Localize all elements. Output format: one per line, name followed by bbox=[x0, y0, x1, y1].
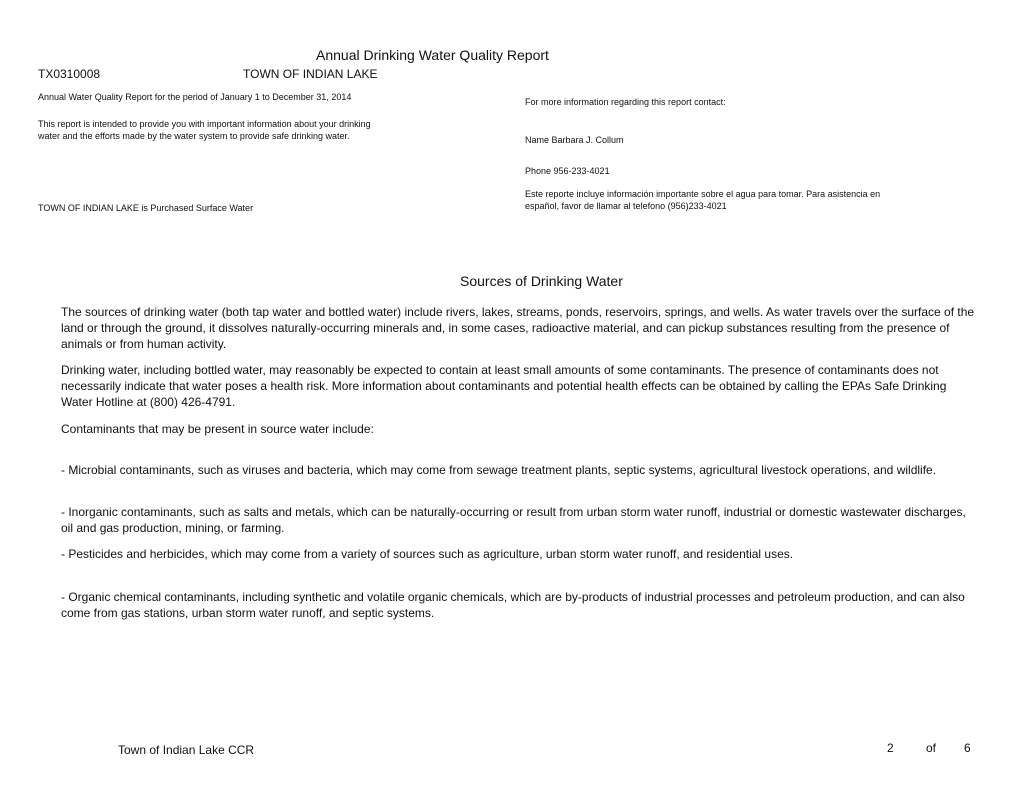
contact-heading: For more information regarding this report contact: bbox=[525, 97, 726, 107]
page-number: 2 bbox=[887, 741, 894, 755]
page-total: 6 bbox=[964, 741, 971, 755]
water-source-type: TOWN OF INDIAN LAKE is Purchased Surface Water bbox=[38, 203, 254, 213]
contaminant-item: - Organic chemical contaminants, including synthetic and volatile organic chemicals, which are by-products of industrial processes and petroleum production, and can also come from gas stations, urban storm water runoff, and septic systems. bbox=[61, 590, 965, 620]
page-of-label: of bbox=[926, 741, 937, 755]
report-period: Annual Water Quality Report for the period of January 1 to December 31, 2014 bbox=[38, 92, 352, 102]
system-id: TX0310008 bbox=[38, 67, 101, 81]
sources-paragraph-3: Contaminants that may be present in source water include: bbox=[61, 422, 374, 436]
report-intro: This report is intended to provide you with important information about your drinking water and the efforts made by the water system to provide safe drinking water. bbox=[38, 119, 371, 141]
section-title: Sources of Drinking Water bbox=[460, 273, 623, 289]
contaminant-item: - Inorganic contaminants, such as salts and metals, which can be naturally-occurring or result from urban storm water runoff, industrial or domestic wastewater discharges, oil and gas production, mining, or farming. bbox=[61, 505, 966, 535]
sources-paragraph-2: Drinking water, including bottled water, may reasonably be expected to contain at least small amounts of some contaminants. The presence of contaminants does not necessarily indicate that water poses a health risk. More information about contaminants and potential health effects can be obtained by calling the EPAs Safe Drinking Water Hotline at (800) 426-4791. bbox=[61, 363, 947, 409]
contaminant-item: - Microbial contaminants, such as viruses and bacteria, which may come from sewage treatment plants, septic systems, agricultural livestock operations, and wildlife. bbox=[61, 463, 937, 477]
system-name: TOWN OF INDIAN LAKE bbox=[243, 67, 378, 81]
contact-phone: Phone 956-233-4021 bbox=[525, 166, 610, 176]
contaminant-item: - Pesticides and herbicides, which may come from a variety of sources such as agriculture, urban storm water runoff, and residential uses. bbox=[61, 547, 794, 561]
footer-document-name: Town of Indian Lake CCR bbox=[118, 743, 255, 757]
contact-name: Name Barbara J. Collum bbox=[525, 135, 624, 145]
sources-paragraph-1: The sources of drinking water (both tap water and bottled water) include rivers, lakes, streams, ponds, reservoirs, springs, and wells. As water travels over the surface of the land or through the ground, it dissolves naturally-occurring minerals and, in some cases, radioactive material, and can pickup substances resulting from the presence of animals or from human activity. bbox=[61, 305, 975, 351]
report-title: Annual Drinking Water Quality Report bbox=[316, 47, 549, 63]
spanish-notice: Este reporte incluye información importante sobre el agua para tomar. Para asistencia en español, favor de llamar al telefono (956)233-4021 bbox=[525, 189, 881, 211]
